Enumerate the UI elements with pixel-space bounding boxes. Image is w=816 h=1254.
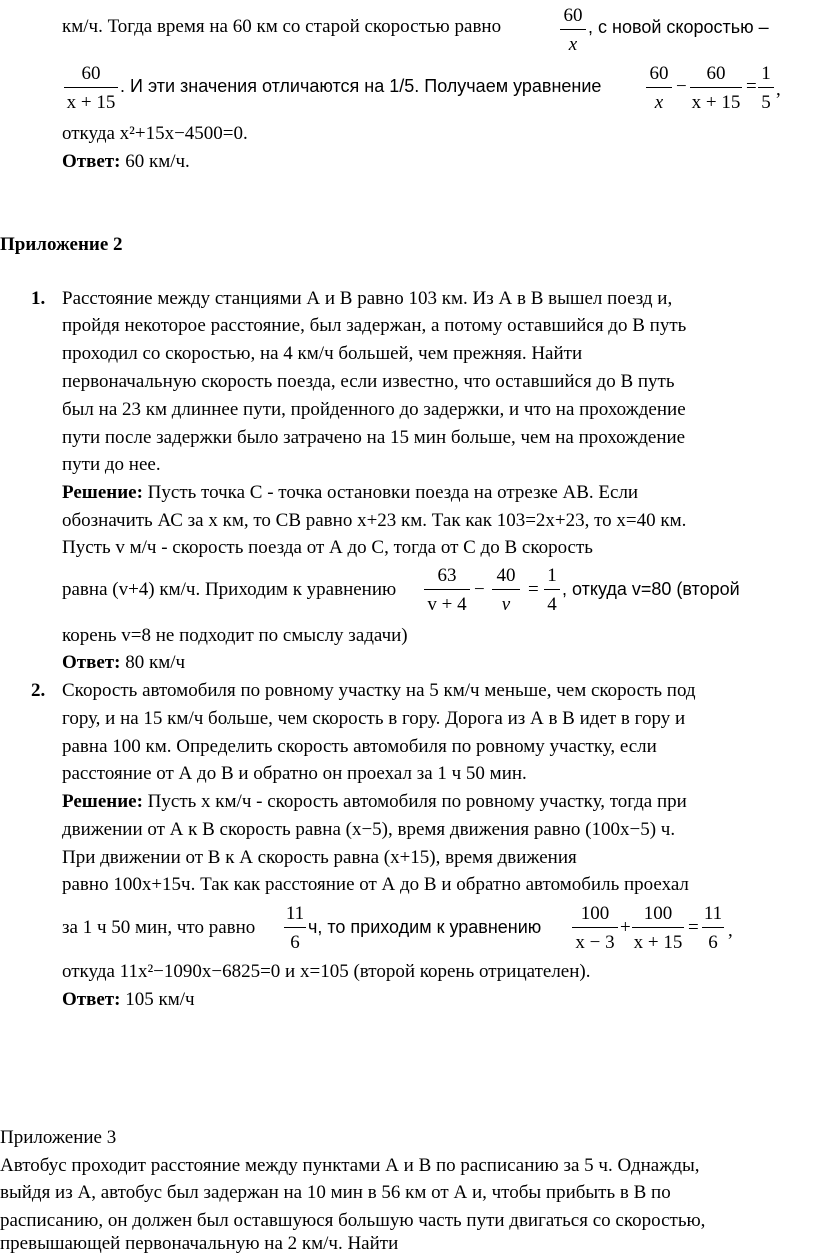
text-line: пути до нее.	[62, 454, 161, 475]
text-line: обозначить АС за x км, то СВ равно x+23 км. Так как 103=2x+23, то x=40 км.	[62, 510, 687, 531]
fraction-bar	[632, 927, 684, 928]
text-line: превышающей первоначальную на 2 км/ч. Найти	[0, 1233, 399, 1254]
fraction-numerator: 63	[437, 565, 457, 586]
text-line: откуда 11x²−1090x−6825=0 и x=105 (второй корень отрицателен).	[62, 961, 591, 982]
fraction-numerator: 1	[547, 565, 557, 586]
text-line: Скорость автомобиля по ровному участку на 5 км/ч меньше, чем скорость под	[62, 680, 696, 701]
text-line: При движении от В к А скорость равна (x+15), время движения	[62, 847, 577, 868]
fraction-bar	[572, 927, 618, 928]
answer-label: Ответ:	[62, 652, 121, 673]
text-line: был на 23 км длиннее пути, пройденного до задержки, и что на прохождение	[62, 399, 686, 420]
task-number: 2.	[31, 680, 46, 701]
fraction-numerator: 60	[563, 5, 583, 26]
text-line: Расстояние между станциями А и В равно 103 км. Из А в В вышел поезд и,	[62, 288, 673, 309]
fraction-11-over-6	[284, 904, 306, 952]
text-line: ч, то приходим к уравнению	[308, 917, 542, 937]
fraction-bar	[646, 87, 672, 88]
fraction-denominator: 5	[761, 92, 771, 113]
fraction-denominator: 6	[708, 932, 718, 953]
fraction-denominator: v	[501, 594, 511, 615]
solution-line	[62, 483, 638, 502]
fraction-numerator: 60	[649, 63, 669, 84]
equation-fraction	[632, 904, 684, 952]
text-line: откуда x²+15x−4500=0.	[62, 123, 248, 144]
plus-sign: +	[620, 917, 631, 938]
fraction-denominator: x + 15	[691, 92, 741, 113]
solution-label: Решение:	[62, 482, 143, 503]
fraction-bar	[702, 927, 724, 928]
answer-label: Ответ:	[62, 989, 121, 1010]
text-line: расписанию, он должен был оставшуюся большую часть пути двигаться со скоростью,	[0, 1210, 706, 1231]
fraction-denominator: 4	[547, 594, 557, 615]
section-heading: Приложение 2	[0, 234, 123, 255]
fraction-denominator: x + 15	[633, 932, 683, 953]
solution-label: Решение:	[62, 791, 143, 812]
fraction-bar	[560, 29, 586, 30]
text-line: . И эти значения отличаются на 1/5. Получаем уравнение	[120, 76, 602, 96]
answer-line	[62, 653, 185, 672]
section-heading: Приложение 3	[0, 1127, 117, 1148]
text-line: пути после задержки было затрачено на 15 мин больше, чем на прохождение	[62, 427, 686, 448]
fraction-numerator: 11	[703, 903, 723, 924]
equation-fraction	[572, 904, 618, 952]
solution-text: Пусть точка С - точка остановки поезда на отрезке АВ. Если	[142, 482, 639, 503]
equation-fraction	[702, 904, 724, 952]
fraction-bar	[424, 589, 470, 590]
equation-fraction	[492, 566, 520, 614]
fraction-60-over-x	[560, 6, 586, 54]
answer-label: Ответ:	[62, 151, 121, 172]
text-line: гору, и на 15 км/ч больше, чем скорость в гору. Дорога из А в В идет в гору и	[62, 708, 686, 729]
text-line: Пусть v м/ч - скорость поезда от А до С, тогда от С до В скорость	[62, 537, 593, 558]
fraction-bar	[544, 589, 560, 590]
text-line: выйдя из А, автобус был задержан на 10 мин в 56 км от А и, чтобы прибыть в В по	[0, 1182, 671, 1203]
text-line: равна 100 км. Определить скорость автомобиля по ровному участку, если	[62, 736, 657, 757]
text-line: , с новой скоростью –	[588, 17, 769, 37]
solution-text: Пусть х км/ч - скорость автомобиля по ровному участку, тогда при	[142, 791, 687, 812]
fraction-bar	[284, 927, 306, 928]
equation-fraction	[646, 64, 672, 112]
answer-value: 80 км/ч	[120, 652, 186, 673]
text-line: Автобус проходит расстояние между пунктами А и В по расписанию за 5 ч. Однажды,	[0, 1155, 700, 1176]
solution-line	[62, 792, 687, 811]
text-line: км/ч. Тогда время на 60 км со старой скоростью равно	[62, 16, 502, 37]
equation-fraction	[424, 566, 470, 614]
fraction-bar	[690, 87, 742, 88]
comma: ,	[776, 79, 781, 100]
equation-fraction	[690, 64, 742, 112]
equals-sign: =	[688, 917, 699, 938]
fraction-denominator: 6	[290, 932, 300, 953]
equation-fraction	[758, 64, 774, 112]
fraction-denominator: x + 15	[66, 92, 116, 113]
fraction-numerator: 40	[496, 565, 516, 586]
fraction-bar	[758, 87, 774, 88]
task-number: 1.	[31, 288, 46, 309]
text-line: пройдя некоторое расстояние, был задержан, а потому оставшийся до В путь	[62, 315, 687, 336]
text-line: равно 100x+15ч. Так как расстояние от А до В и обратно автомобиль проехал	[62, 874, 689, 895]
text-line: проходил со скоростью, на 4 км/ч большей, чем прежняя. Найти	[62, 343, 583, 364]
fraction-numerator: 60	[81, 63, 101, 84]
minus-sign: −	[676, 76, 687, 97]
text-line: корень v=8 не подходит по смыслу задачи)	[62, 625, 408, 646]
text-line: , откуда v=80 (второй	[562, 579, 740, 599]
fraction-bar	[492, 589, 520, 590]
text-line: первоначальную скорость поезда, если известно, что оставшийся до В путь	[62, 371, 675, 392]
fraction-numerator: 100	[643, 903, 673, 924]
fraction-numerator: 1	[761, 63, 771, 84]
fraction-numerator: 100	[580, 903, 610, 924]
text-line: равна (v+4) км/ч. Приходим к уравнению	[62, 579, 397, 600]
fraction-numerator: 11	[285, 903, 305, 924]
text-line: движении от А к В скорость равна (x−5), время движения равно (100x−5) ч.	[62, 819, 676, 840]
fraction-denominator: v + 4	[427, 594, 467, 615]
minus-sign: −	[474, 579, 485, 600]
answer-line	[62, 990, 195, 1009]
text-line: расстояние от А до В и обратно он проехал за 1 ч 50 мин.	[62, 763, 527, 784]
answer-value: 60 км/ч.	[120, 151, 190, 172]
equation-fraction	[544, 566, 560, 614]
fraction-bar	[64, 87, 118, 88]
fraction-60-over-x-plus-15	[64, 64, 118, 112]
fraction-denominator: x	[654, 92, 664, 113]
equals-sign: =	[528, 579, 539, 600]
comma: ,	[728, 920, 733, 941]
fraction-denominator: x	[568, 34, 578, 55]
answer-value: 105 км/ч	[120, 989, 195, 1010]
answer-line	[62, 152, 190, 171]
equals-sign: =	[746, 76, 757, 97]
text-line: за 1 ч 50 мин, что равно	[62, 917, 256, 938]
fraction-denominator: x − 3	[575, 932, 615, 953]
fraction-numerator: 60	[706, 63, 726, 84]
